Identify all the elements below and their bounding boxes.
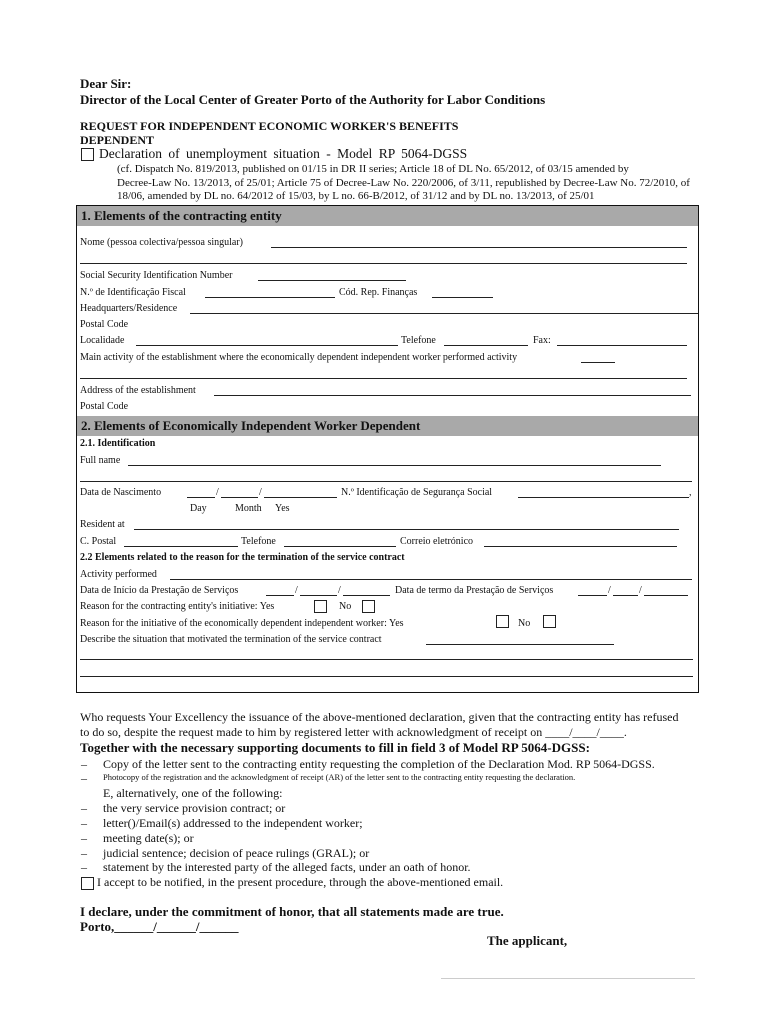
list-dash: – (81, 860, 87, 874)
telefone-field[interactable] (284, 546, 396, 547)
niss-label: N.º Identificação de Segurança Social (341, 487, 493, 498)
termination-subheading: 2.2 Elements related to the reason for the termination of the service contract (80, 552, 405, 563)
localidade-label: Localidade (80, 335, 125, 346)
addressee: Director of the Local Center of Greater Porto of the Authority for Labor Conditions (80, 92, 546, 107)
full-name-field[interactable] (128, 465, 661, 466)
accept-notification-checkbox[interactable] (81, 877, 94, 890)
postal-code-label: Postal Code (80, 319, 129, 330)
headquarters-label: Headquarters/Residence (80, 303, 178, 314)
list-item: Copy of the letter sent to the contracting entity requesting the completion of the Declaration Mod. RP 5064-DGSS. (103, 757, 655, 771)
localidade-field[interactable] (136, 345, 398, 346)
reason-entity-label: Reason for the contracting entity's initiative: Yes (80, 601, 275, 612)
list-item: statement by the interested party of the alleged facts, under an oath of honor. (103, 860, 471, 874)
porto-date-line: Porto,______/______/______ (80, 919, 239, 934)
list-item: the very service provision contract; or (103, 801, 286, 815)
request-paragraph-line-1: Who requests Your Excellency the issuance of the above-mentioned declaration, given that the contracting entity has refused (80, 710, 679, 724)
legal-reference-line-2: Decree-Law No. 13/2013, of 25/01; Article 75 of Decree-Law No. 220/2006, of 3/11, republished by Decree-Law No. 72/2010, of (117, 177, 690, 189)
reason-worker-no-label: No (518, 618, 531, 629)
date-separator: / (259, 487, 262, 498)
section-1-header (77, 206, 698, 226)
birth-month-field[interactable] (221, 497, 258, 498)
reason-entity-no-checkbox[interactable] (362, 600, 375, 613)
section-2-header (77, 416, 698, 436)
start-month-field[interactable] (300, 595, 337, 596)
request-paragraph-line-2: to do so, despite the request made to him by registered letter with acknowledgment of receipt on ____/____/____. (80, 725, 627, 739)
alternatives-intro: E, alternatively, one of the following: (103, 786, 283, 800)
list-dash: – (81, 801, 87, 815)
nome-field-continued[interactable] (80, 263, 687, 264)
activity-label: Activity performed (80, 569, 157, 580)
ssn-label: Social Security Identification Number (80, 270, 233, 281)
declaration-label: Declaration of unemployment situation - Model RP 5064-DGSS (99, 146, 468, 161)
list-item: letter()/Email(s) addressed to the independent worker; (103, 816, 363, 830)
full-name-label: Full name (80, 455, 121, 466)
postal-code-label: C. Postal (80, 536, 117, 547)
reason-worker-yes-checkbox[interactable] (496, 615, 509, 628)
section-2-title: 2. Elements of Economically Independent Worker Dependent (81, 418, 421, 433)
identification-subheading: 2.1. Identification (80, 438, 156, 449)
fax-field[interactable] (557, 345, 687, 346)
request-title: REQUEST FOR INDEPENDENT ECONOMIC WORKER'S BENEFITS (80, 119, 459, 133)
main-activity-field-continued[interactable] (80, 378, 687, 379)
reason-worker-label: Reason for the initiative of the economically dependent independent worker: Yes (80, 618, 404, 629)
date-separator: / (295, 585, 298, 596)
email-label: Correio eletrónico (400, 536, 474, 547)
activity-field[interactable] (170, 579, 692, 580)
list-dash: – (81, 846, 87, 860)
start-year-field[interactable] (343, 595, 390, 596)
day-caption: Day (190, 503, 207, 514)
birth-date-label: Data de Nascimento (80, 487, 162, 498)
list-item: Photocopy of the registration and the acknowledgment of receipt (AR) of the letter sent to the contracting entity requesting the declaration. (103, 772, 576, 782)
greeting: Dear Sir: (80, 76, 132, 91)
end-month-field[interactable] (613, 595, 638, 596)
headquarters-field[interactable] (190, 313, 698, 314)
applicant-label: The applicant, (487, 933, 568, 948)
address-establishment-label: Address of the establishment (80, 385, 196, 396)
date-separator: / (608, 585, 611, 596)
end-date-label: Data de termo da Prestação de Serviços (395, 585, 554, 596)
telefone-field[interactable] (444, 345, 528, 346)
list-item: judicial sentence; decision of peace rulings (GRAL); or (103, 846, 370, 860)
resident-label: Resident at (80, 519, 125, 530)
email-field[interactable] (484, 546, 677, 547)
supporting-documents-heading: Together with the necessary supporting documents to fill in field 3 of Model RP 5064-DGSS: (80, 740, 590, 755)
describe-field-line-2[interactable] (80, 659, 693, 660)
request-subtitle: DEPENDENT (80, 133, 155, 147)
niss-field[interactable] (518, 497, 689, 498)
signature-line[interactable] (441, 978, 695, 979)
declaration-checkbox[interactable] (81, 148, 94, 161)
birth-year-field[interactable] (264, 497, 337, 498)
declaration-statement: I declare, under the commitment of honor, that all statements made are true. (80, 904, 504, 919)
telefone-label: Telefone (401, 335, 436, 346)
resident-field[interactable] (134, 529, 679, 530)
nif-field[interactable] (205, 297, 335, 298)
describe-field-line-3[interactable] (80, 676, 693, 677)
describe-label: Describe the situation that motivated the termination of the service contract (80, 634, 382, 645)
main-activity-label: Main activity of the establishment where the economically dependent independent worker performed activity (80, 352, 518, 363)
ssn-field[interactable] (258, 280, 406, 281)
reason-worker-no-checkbox[interactable] (543, 615, 556, 628)
list-dash: – (81, 771, 87, 785)
birth-day-field[interactable] (187, 497, 215, 498)
section-1-title: 1. Elements of the contracting entity (81, 208, 282, 223)
postal-code-2-label: Postal Code (80, 401, 129, 412)
nome-field[interactable] (271, 247, 687, 248)
cod-rep-label: Cód. Rep. Finanças (339, 287, 418, 298)
start-date-label: Data de Início da Prestação de Serviços (80, 585, 239, 596)
main-activity-field[interactable] (581, 362, 615, 363)
cod-rep-field[interactable] (432, 297, 493, 298)
reason-entity-yes-checkbox[interactable] (314, 600, 327, 613)
accept-notification-label: I accept to be notified, in the present procedure, through the above-mentioned email. (97, 875, 504, 889)
legal-reference-line-3: 18/06, amended by DL no. 64/2012 of 15/03, by L no. 66-B/2012, of 31/12 and by DL no. 13/2013, of 25/01 (117, 190, 595, 202)
reason-entity-no-label: No (339, 601, 352, 612)
nif-label: N.º de Identificação Fiscal (80, 287, 186, 298)
list-dash: – (81, 831, 87, 845)
comma: , (689, 487, 692, 498)
list-dash: – (81, 816, 87, 830)
fax-label: Fax: (533, 335, 551, 346)
nome-label: Nome (pessoa colectiva/pessoa singular) (80, 237, 244, 248)
list-item: meeting date(s); or (103, 831, 194, 845)
end-year-field[interactable] (644, 595, 688, 596)
list-dash: – (81, 757, 87, 771)
full-name-field-continued[interactable] (80, 481, 692, 482)
date-separator: / (639, 585, 642, 596)
telefone-label: Telefone (241, 536, 276, 547)
date-separator: / (216, 487, 219, 498)
legal-reference-line-1: (cf. Dispatch No. 819/2013, published on 01/15 in DR II series; Article 18 of DL No. 65/2012, of 03/15 amended by (117, 163, 629, 175)
date-separator: / (338, 585, 341, 596)
year-caption: Yes (275, 503, 290, 514)
month-caption: Month (235, 503, 262, 514)
end-day-field[interactable] (578, 595, 607, 596)
postal-code-field[interactable] (124, 546, 238, 547)
describe-field[interactable] (426, 644, 614, 645)
start-day-field[interactable] (266, 595, 294, 596)
address-establishment-field[interactable] (214, 395, 691, 396)
